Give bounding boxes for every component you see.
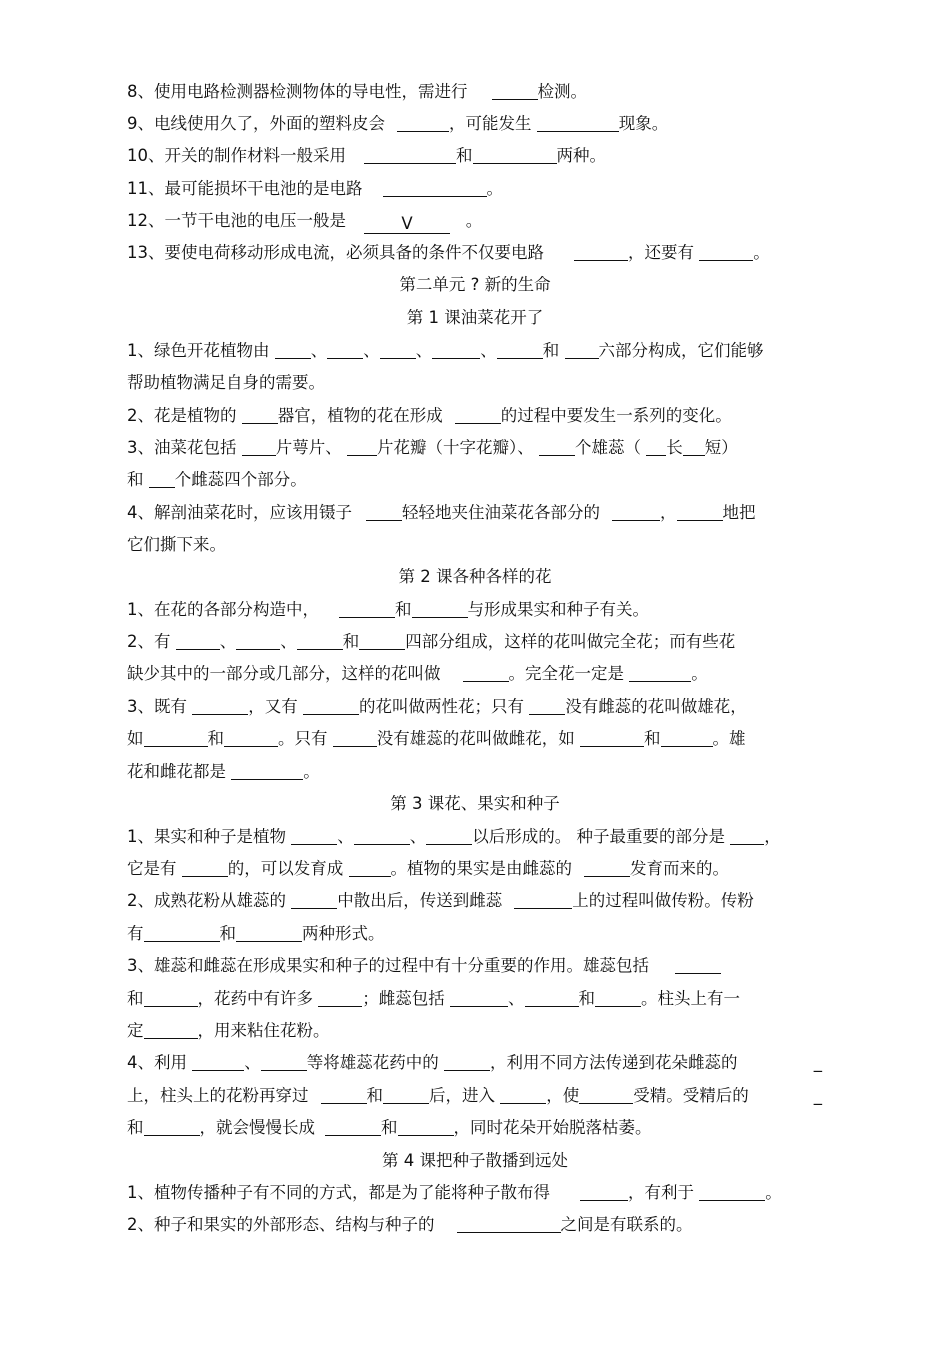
fill-in-blank[interactable] [397,113,449,132]
fill-in-blank[interactable] [675,955,721,974]
fill-in-blank[interactable] [514,890,572,909]
fill-in-blank[interactable] [500,1085,546,1104]
question-line [127,1112,822,1144]
line-text: 1、植物传播种子有不同的方式，都是为了能将种子散布得 [127,1183,550,1202]
question-line [127,983,822,1015]
fill-in-blank[interactable] [579,1085,633,1104]
fill-in-blank[interactable] [236,923,302,942]
question-line [127,821,822,853]
fill-in-blank[interactable] [192,696,248,715]
line-text: 如 [127,729,144,748]
fill-in-blank[interactable] [426,826,472,845]
line-text: 和 [395,600,412,619]
fill-in-blank[interactable] [398,1117,454,1136]
line-text: 、 [337,827,354,846]
fill-in-blank[interactable] [450,988,508,1007]
line-text: 受精。受精后的 [633,1086,749,1105]
line-text: 与形成果实和种子有关。 [467,600,649,619]
fill-in-blank[interactable] [144,1117,200,1136]
question-line [127,400,822,432]
line-text: 片萼片、 [275,438,347,457]
line-text: 、 [508,989,525,1008]
line-text: 有 [127,924,144,943]
fill-in-blank[interactable] [699,242,753,261]
question-line [127,885,822,917]
line-text: ， [660,503,677,522]
line-text: 等将雄蕊花药中的 [306,1053,444,1072]
line-text: 、 [409,827,427,846]
line-text: 9、电线使用久了，外面的塑料皮会 [127,114,385,133]
line-text: 2、花是植物的 [127,406,242,425]
fill-in-blank[interactable] [144,923,220,942]
fill-in-blank[interactable] [455,405,501,424]
fill-in-blank[interactable] [182,858,228,877]
trailing-mark: _ [813,1053,822,1072]
line-text: 之间是有联系的。 [560,1215,693,1234]
fill-in-blank[interactable] [444,1052,490,1071]
line-text: 它是有 [127,859,182,878]
fill-in-blank[interactable] [432,340,480,359]
line-text: 第 2 课各种各样的花 [398,567,552,586]
line-text: 的，可以发育成 [227,859,349,878]
question-line [127,205,822,237]
line-text: 、 [310,341,328,360]
line-text: 。 [450,211,483,230]
question-line [127,918,822,950]
fill-in-blank[interactable] [339,599,395,618]
question-line [127,464,822,496]
line-text: 。 [691,664,708,683]
line-text: ，使 [546,1086,580,1105]
question-line [127,432,822,464]
line-text: 上的过程叫做传粉。传粉 [572,891,754,910]
question-line [127,108,822,140]
line-text: 轻轻地夹住油菜花各部分的 [402,503,600,522]
line-text: 。只有 [278,729,333,748]
fill-in-blank[interactable] [261,1052,307,1071]
line-text: 第 3 课花、果实和种子 [390,794,560,813]
line-text: 个雄蕊（ [575,438,647,457]
question-line [127,529,822,561]
fill-in-blank[interactable] [529,696,565,715]
line-text: 2、成熟花粉从雄蕊的 [127,891,292,910]
line-text: 。完全花一定是 [508,664,630,683]
fill-in-blank[interactable] [236,631,280,650]
fill-in-blank[interactable] [297,631,343,650]
question-line [127,367,822,399]
fill-in-blank[interactable] [318,988,362,1007]
line-text: 。植物的果实是由雌蕊的 [390,859,572,878]
line-text: 和 [456,146,473,165]
line-text: 、 [363,341,380,360]
line-text: 。雄 [712,729,746,748]
line-text: ，又有 [248,697,303,716]
line-text: 2、种子和果实的外部形态、结构与种子的 [127,1215,435,1234]
line-text: 后，进入 [429,1086,501,1105]
line-text: 检测。 [537,82,587,101]
line-text: ；雌蕊包括 [362,989,450,1008]
line-text: 12、一节干电池的电压一般是 [127,211,346,230]
line-text: 和 [342,632,360,651]
question-line [127,76,822,108]
line-text: 帮助植物满足自身的需要。 [127,373,325,392]
line-text: 1、在花的各部分构造中， [127,600,319,619]
line-text: 、 [480,341,497,360]
question-line [127,237,822,269]
trailing-mark: _ [813,1086,822,1105]
line-text: 1、果实和种子是植物 [127,827,292,846]
fill-in-blank[interactable] [612,502,660,521]
line-text: 地把 [722,503,756,522]
line-text: ，花药中有许多 [197,989,319,1008]
line-text: 3、既有 [127,697,193,716]
fill-in-blank[interactable] [303,696,359,715]
line-text: 10、开关的制作材料一般采用 [127,146,346,165]
fill-in-blank[interactable] [699,1182,765,1201]
fill-in-blank[interactable] [574,242,628,261]
line-text: 和 [578,989,595,1008]
fill-in-blank[interactable] [497,340,543,359]
line-text: 花和雌花都是 [127,762,232,781]
fill-in-blank[interactable] [144,1020,198,1039]
fill-in-blank[interactable] [412,599,468,618]
line-text: 3、油菜花包括 [127,438,242,457]
line-text: ，可能发生 [449,114,537,133]
line-text: 、 [415,341,433,360]
fill-in-blank[interactable] [537,113,619,132]
fill-in-blank[interactable] [321,1085,367,1104]
fill-in-blank[interactable] [595,988,641,1007]
line-text: 现象。 [618,114,669,133]
line-text: 。 [486,179,503,198]
line-text: 缺少其中的一部分或几部分，这样的花叫做 [127,664,441,683]
fill-in-blank[interactable] [224,728,278,747]
question-line [127,658,822,690]
fill-in-blank[interactable] [525,988,579,1007]
section-heading [0,1145,950,1177]
fill-in-blank[interactable] [349,858,391,877]
fill-in-blank[interactable] [354,826,410,845]
line-text: 两种形式。 [302,924,385,943]
line-text: 、 [219,632,237,651]
question-line [127,1047,822,1079]
question-line [127,497,822,529]
line-text: 没有雄蕊的花叫做雌花，如 [376,729,580,748]
line-text: 长 [666,438,683,457]
line-text: 第 4 课把种子散播到远处 [382,1151,568,1170]
line-text: 。 [753,243,770,262]
fill-in-blank[interactable] [565,340,599,359]
line-text: 4、利用 [127,1053,193,1072]
line-text: 短） [704,438,738,457]
fill-in-blank[interactable] [730,826,764,845]
fill-in-blank[interactable] [333,728,377,747]
line-text: 。 [765,1183,782,1202]
question-line [127,723,822,755]
fill-in-blank[interactable] [584,858,630,877]
line-text: 1、绿色开花植物由 [127,341,275,360]
line-text: 六部分构成，它们能够 [598,341,764,360]
line-text: 13、要使电荷移动形成电流，必须具备的条件不仅要电路 [127,243,544,262]
line-text: 上，柱头上的花粉再穿过 [127,1086,309,1105]
line-text: 和 [381,1118,398,1137]
line-text: 和 [127,470,149,489]
line-text: 和 [127,1118,144,1137]
line-text: 和 [207,729,224,748]
line-text: 它们撕下来。 [127,535,226,554]
question-line [127,140,822,172]
fill-in-blank[interactable] [383,178,487,197]
line-text: ， [764,827,781,846]
fill-in-blank[interactable] [492,81,538,100]
line-text: ，就会慢慢长成 [199,1118,315,1137]
question-line [127,950,822,982]
fill-in-blank[interactable] [580,1182,628,1201]
line-text: 和 [219,924,236,943]
section-heading [0,561,950,593]
section-heading [0,269,950,301]
line-text: ，利用不同方法传递到花朵雌蕊的 [490,1053,738,1072]
fill-in-blank[interactable] [291,826,337,845]
line-text: 11、最可能损坏干电池的是电路 [127,179,363,198]
fill-in-blank[interactable] [325,1117,381,1136]
line-text: 四部分组成，这样的花叫做完全花；而有些花 [405,632,736,651]
question-line [127,594,822,626]
section-heading [0,788,950,820]
line-text: 第二单元 ? 新的生命 [399,275,551,294]
fill-in-blank[interactable] [347,437,377,456]
section-heading [0,302,950,334]
question-line [127,691,822,723]
fill-in-blank[interactable] [473,145,557,164]
line-text: 和 [644,729,661,748]
fill-in-blank[interactable] [242,437,276,456]
line-text: 的过程中要发生一系列的变化。 [500,406,732,425]
question-line [127,853,822,885]
fill-in-blank[interactable] [366,502,402,521]
fill-in-blank[interactable] [144,988,198,1007]
line-text: ，同时花朵开始脱落枯萎。 [453,1118,652,1137]
line-text: 8、使用电路检测器检测物体的导电性，需进行 [127,82,468,101]
fill-in-blank[interactable] [149,469,175,488]
line-text: 中散出后，传送到雌蕊 [337,891,503,910]
fill-in-blank[interactable] [144,728,208,747]
line-text: ，有利于 [628,1183,700,1202]
question-line [127,173,822,205]
fill-in-blank[interactable] [683,437,705,456]
question-line [127,1209,822,1241]
fill-in-blank[interactable] [176,631,220,650]
fill-in-blank[interactable] [275,340,311,359]
line-text: 片花瓣（十字花瓣）、 [377,438,539,457]
line-text: 定 [127,1021,144,1040]
line-text: 没有雌蕊的花叫做雄花， [565,697,747,716]
fill-in-blank[interactable] [359,631,405,650]
line-text: ，用来粘住花粉。 [197,1021,330,1040]
line-text: 器官，植物的花在形成 [277,406,443,425]
line-text: ，还要有 [628,243,700,262]
line-text: 和 [542,341,565,360]
line-text: 和 [366,1086,383,1105]
line-text: 以后形成的。 种子最重要的部分是 [472,827,731,846]
line-text: 2、有 [127,632,176,651]
fill-in-blank[interactable] [380,340,416,359]
line-text: 个雌蕊四个部分。 [174,470,307,489]
line-text: 3、雄蕊和雌蕊在形成果实和种子的过程中有十分重要的作用。雄蕊包括 [127,956,649,975]
fill-in-blank[interactable] [327,340,363,359]
question-line [127,1177,822,1209]
question-line [127,335,822,367]
line-text: 和 [127,989,144,1008]
fill-in-blank[interactable] [661,728,713,747]
question-line [127,1015,822,1047]
fill-in-blank[interactable] [463,663,509,682]
line-text: 的花叫做两性花；只有 [359,697,530,716]
question-line [127,756,822,788]
fill-in-blank[interactable] [364,145,456,164]
line-text: 发育而来的。 [630,859,729,878]
fill-in-blank[interactable] [539,437,575,456]
fill-in-blank[interactable] [192,1052,244,1071]
question-line [127,1080,822,1112]
line-text: 。 [303,762,320,781]
fill-in-blank[interactable] [242,405,278,424]
fill-in-blank[interactable] [677,502,723,521]
fill-in-blank[interactable] [383,1085,429,1104]
question-line [127,626,822,658]
fill-in-blank[interactable] [291,890,337,909]
line-text: 。柱头上有一 [641,989,740,1008]
fill-in-blank[interactable] [457,1214,561,1233]
line-text: 4、解剖油菜花时，应该用镊子 [127,503,352,522]
line-text: 第 1 课油菜花开了 [406,308,544,327]
fill-in-blank[interactable]: V [364,215,450,234]
fill-in-blank[interactable] [580,728,644,747]
fill-in-blank[interactable] [646,437,666,456]
line-text: 、 [244,1053,261,1072]
line-text: 两种。 [556,146,606,165]
fill-in-blank[interactable] [231,761,303,780]
fill-in-blank[interactable] [629,663,691,682]
line-text: 、 [280,632,297,651]
